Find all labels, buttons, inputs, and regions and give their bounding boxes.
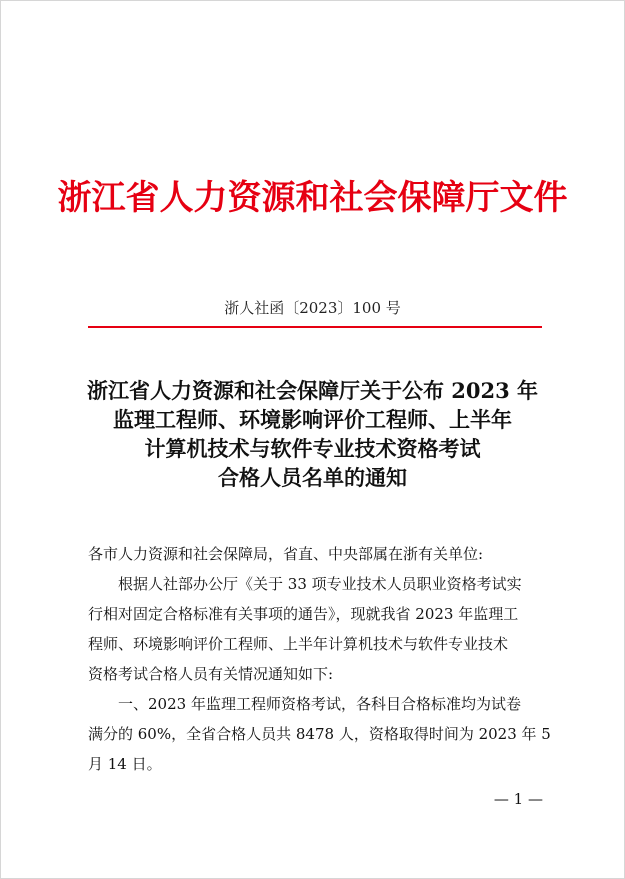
notice-title-line: 监理工程师、环境影响评价工程师、上半年 (113, 407, 512, 432)
letterhead-title: 浙江省人力资源和社会保障厅文件 (57, 178, 568, 218)
paragraph-line: 资格考试合格人员有关情况通知如下: (88, 665, 334, 683)
salutation: 各市人力资源和社会保障局，省直、中央部属在浙有关单位: (88, 545, 484, 563)
paragraph-line: 满分的 60%，全省合格人员共 8478 人，资格取得时间为 2023 年 5 (88, 725, 551, 743)
paragraph-line: 一、2023 年监理工程师资格考试，各科目合格标准均为试卷 (118, 695, 521, 713)
document-number: 浙人社函〔2023〕100 号 (224, 299, 401, 317)
notice-title-line: 合格人员名单的通知 (218, 465, 407, 490)
paragraph-line: 行相对固定合格标准有关事项的通告》，现就我省 2023 年监理工 (88, 605, 519, 623)
red-divider-line (88, 326, 542, 328)
notice-body (88, 539, 551, 779)
notice-title-line: 浙江省人力资源和社会保障厅关于公布 2023 年 (86, 378, 539, 403)
notice-title-line: 计算机技术与软件专业技术资格考试 (144, 436, 481, 461)
paragraph-line: 月 14 日。 (88, 755, 162, 773)
page-number: — 1 — (493, 790, 543, 808)
paragraph-line: 根据人社部办公厅《关于 33 项专业技术人员职业资格考试实 (118, 575, 522, 593)
paragraph-line: 程师、环境影响评价工程师、上半年计算机技术与软件专业技术 (88, 635, 509, 653)
notice-title (0, 376, 625, 492)
